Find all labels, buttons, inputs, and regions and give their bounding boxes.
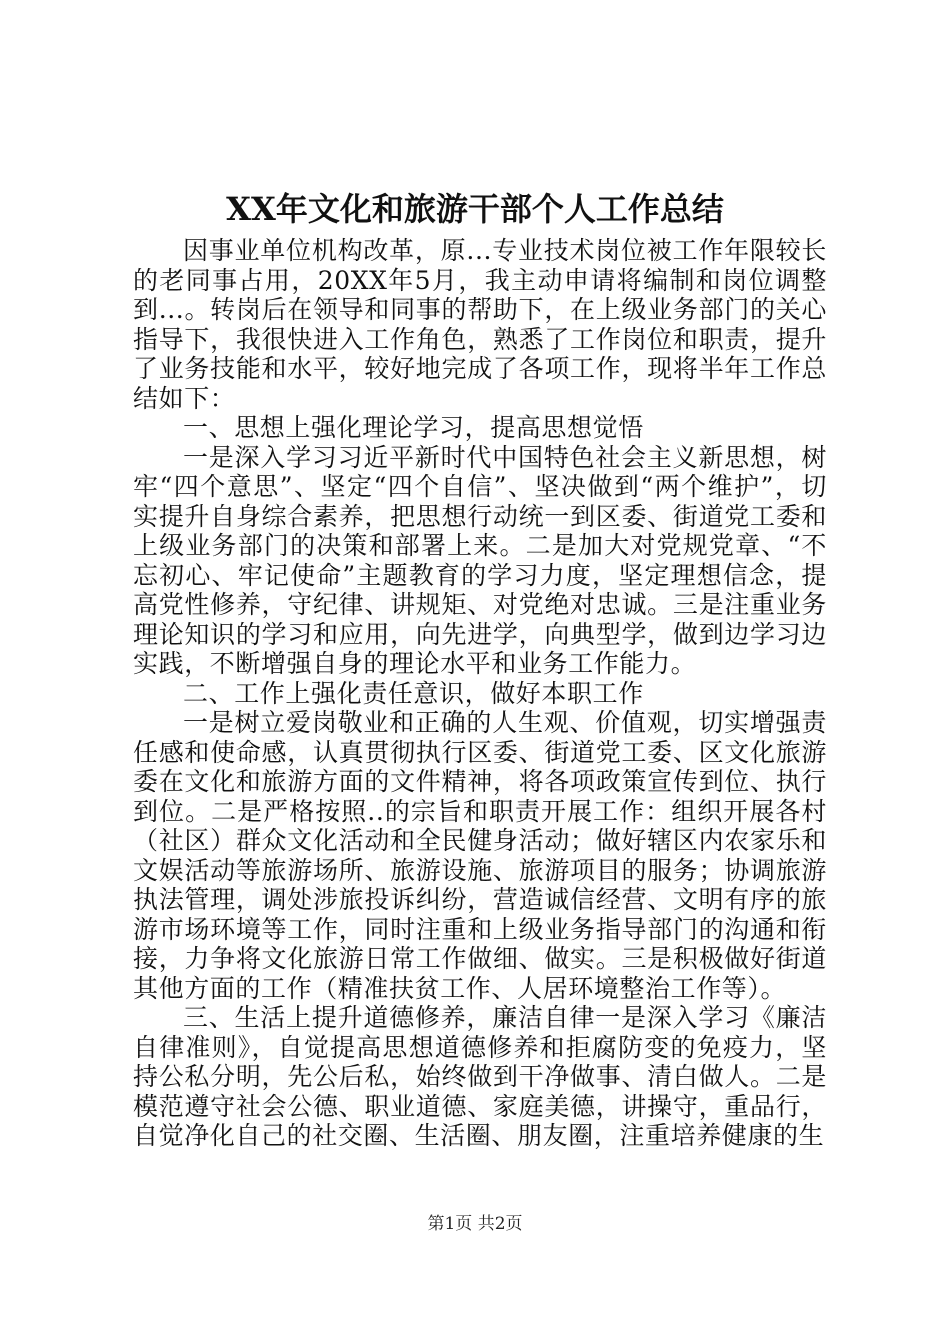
page-number-footer: 第1页 共2页 [427,1214,523,1234]
intro-paragraph: 因事业单位机构改革，原...专业技术岗位被工作年限较长的老同事占用，20XX年5月，我主动申请将编制和岗位调整到...。转岗后在领导和同事的帮助下，在上级业务部门的关心指导下，我很快进入工作角色，熟悉了工作岗位和职责，提升了业务技能和水平，较好地完成了各项工作，现将半年工作总结如下： [133,236,827,413]
document-body [133,236,827,1151]
section-3-paragraph: 三、生活上提升道德修养，廉洁自律一是深入学习《廉洁自律准则》，自觉提高思想道德修养和拒腐防变的免疫力，坚持公私分明，先公后私，始终做到干净做事、清白做人。二是模范遵守社会公德、职业道德、家庭美德，讲操守，重品行，自觉净化自己的社交圈、生活圈、朋友圈，注重培养健康的生 [133,1003,827,1150]
section-2-paragraph: 一是树立爱岗敬业和正确的人生观、价值观，切实增强责任感和使命感，认真贯彻执行区委、街道党工委、区文化旅游委在文化和旅游方面的文件精神，将各项政策宣传到位、执行到位。二是严格按照..的宗旨和职责开展工作：组织开展各村（社区）群众文化活动和全民健身活动；做好辖区内农家乐和文娱活动等旅游场所、旅游设施、旅游项目的服务；协调旅游执法管理，调处涉旅投诉纠纷，营造诚信经营、文明有序的旅游市场环境等工作，同时注重和上级业务指导部门的沟通和衔接，力争将文化旅游日常工作做细、做实。三是积极做好街道其他方面的工作（精准扶贫工作、人居环境整治工作等）。 [133,708,827,1003]
document-title: XX年文化和旅游干部个人工作总结 [226,190,724,228]
section-heading-2: 二、工作上强化责任意识，做好本职工作 [183,678,644,708]
section-heading-1: 一、思想上强化理论学习，提高思想觉悟 [183,413,644,442]
section-1-paragraph: 一是深入学习习近平新时代中国特色社会主义新思想，树牢“四个意思”、坚定“四个自信”、坚决做到“两个维护”，切实提升自身综合素养，把思想行动统一到区委、街道党工委和上级业务部门的决策和部署上来。二是加大对党规党章、“不忘初心、牢记使命”主题教育的学习力度，坚定理想信念，提高党性修养，守纪律、讲规矩、对党绝对忠诚。三是注重业务理论知识的学习和应用，向先进学，向典型学，做到边学习边实践，不断增强自身的理论水平和业务工作能力。 [133,442,827,678]
